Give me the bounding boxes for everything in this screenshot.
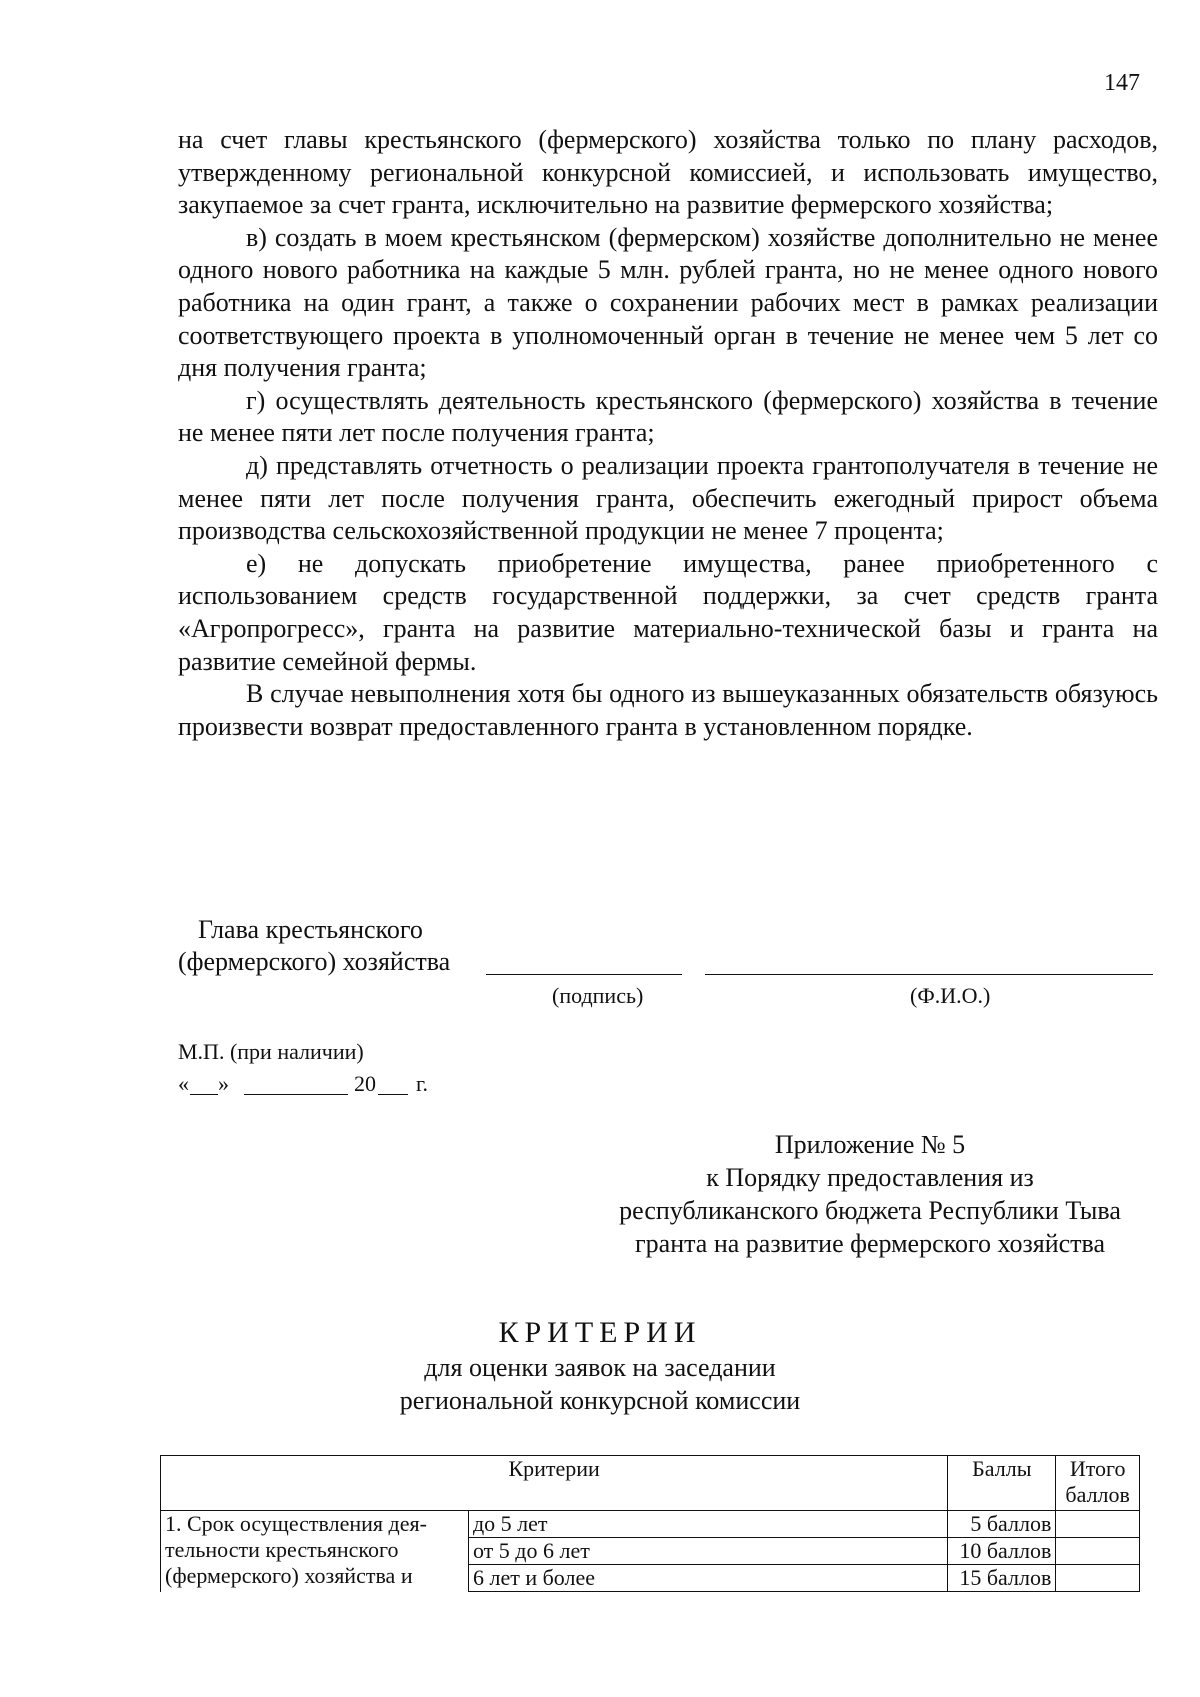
table-header-row (161, 1456, 1140, 1511)
paragraph-item-d: д) представлять отчетность о реализации проекта грантополучателя в течение не менее пяти лет после получения гранта, обеспечить ежегодный прирост объема производства сельскохозяйственной продукции не менее 7 процента; (178, 450, 1158, 546)
year-blank (378, 1094, 408, 1095)
points-cell: 15 баллов (948, 1565, 1056, 1592)
appendix-heading (560, 1128, 1180, 1260)
criterion-line: (фермерского) хозяйства и (165, 1563, 413, 1588)
total-cell (1056, 1511, 1140, 1538)
signature-title-line2: (фермерского) хозяйства (178, 947, 451, 976)
appendix-line: республиканского бюджета Республики Тыва (619, 1196, 1121, 1225)
paragraph-item-v: в) создать в моем крестьянском (фермерском) хозяйстве дополнительно не менее одного нового работника на каждые 5 млн. рублей гранта, но не менее одного нового работника на один грант, а также о сохранении рабочих мест в рамках реализации соответствующего проекта в уполномоченный орган в течение не менее чем 5 лет со дня получения гранта; (178, 222, 1158, 383)
date-open-quote: « (178, 1071, 189, 1096)
signature-block (178, 914, 1158, 1008)
option-cell: 6 лет и более (468, 1565, 947, 1592)
criteria-table (160, 1455, 1140, 1592)
paragraph-continuation: на счет главы крестьянского (фермерского) хозяйства только по плану расходов, утвержденному региональной конкурсной комиссией, и использовать имущество, закупаемое за счет гранта, исключительно на развитие фермерского хозяйства; (178, 125, 1158, 220)
year-suffix: г. (416, 1071, 429, 1096)
paragraph-item-e: е) не допускать приобретение имущества, ранее приобретенного с использованием средств государственной поддержки, за счет средств гранта «Агропрогресс», гранта на развитие материально-технической базы и гранта на развитие семейной фермы. (178, 548, 1158, 676)
month-blank (244, 1094, 348, 1095)
criterion-cell (161, 1511, 469, 1592)
criteria-subtitle: для оценки заявок на заседании (424, 1353, 776, 1382)
total-cell (1056, 1538, 1140, 1565)
signature-caption: (подпись) (552, 983, 644, 1008)
body-text (178, 124, 1158, 743)
paragraph-item-g: г) осуществлять деятельность крестьянского (фермерского) хозяйства в течение не менее пяти лет после получения гранта; (178, 385, 1158, 448)
header-total (1056, 1456, 1140, 1511)
name-caption: (Ф.И.О.) (910, 983, 991, 1008)
appendix-line: к Порядку предоставления из (706, 1163, 1034, 1192)
signature-row (178, 946, 1158, 1008)
option-cell: от 5 до 6 лет (468, 1538, 947, 1565)
criteria-subtitle: региональной конкурсной комиссии (399, 1386, 801, 1415)
option-cell: до 5 лет (468, 1511, 947, 1538)
signature-title-line1: Глава крестьянского (198, 915, 423, 944)
date-line (178, 1068, 478, 1100)
table-row (161, 1511, 1140, 1538)
appendix-line: Приложение № 5 (774, 1130, 966, 1159)
day-blank (190, 1094, 218, 1095)
stamp-label: М.П. (при наличии) (178, 1039, 364, 1064)
criteria-heading (0, 1316, 1200, 1417)
paragraph-obligation: В случае невыполнения хотя бы одного из вышеуказанных обязательств обязуюсь произвести возврат предоставленного гранта в установленном порядке. (178, 679, 1158, 741)
name-line (705, 974, 1153, 975)
header-points: Баллы (948, 1456, 1056, 1511)
header-total-line2: баллов (1065, 1482, 1130, 1507)
date-close-quote: » (218, 1071, 229, 1096)
criterion-line: 1. Срок осуществления дея- (165, 1511, 427, 1536)
criterion-line: тельности крестьянского (165, 1537, 399, 1562)
stamp-block (178, 1036, 478, 1100)
year-prefix: 20 (354, 1071, 376, 1096)
page-number: 147 (1104, 70, 1140, 96)
criteria-title: КРИТЕРИИ (498, 1316, 702, 1349)
total-cell (1056, 1565, 1140, 1592)
points-cell: 10 баллов (948, 1538, 1056, 1565)
header-criteria: Критерии (161, 1456, 948, 1511)
appendix-line: гранта на развитие фермерского хозяйства (635, 1229, 1105, 1258)
header-total-line1: Итого (1069, 1456, 1126, 1481)
points-cell: 5 баллов (948, 1511, 1056, 1538)
signature-line (486, 974, 682, 975)
